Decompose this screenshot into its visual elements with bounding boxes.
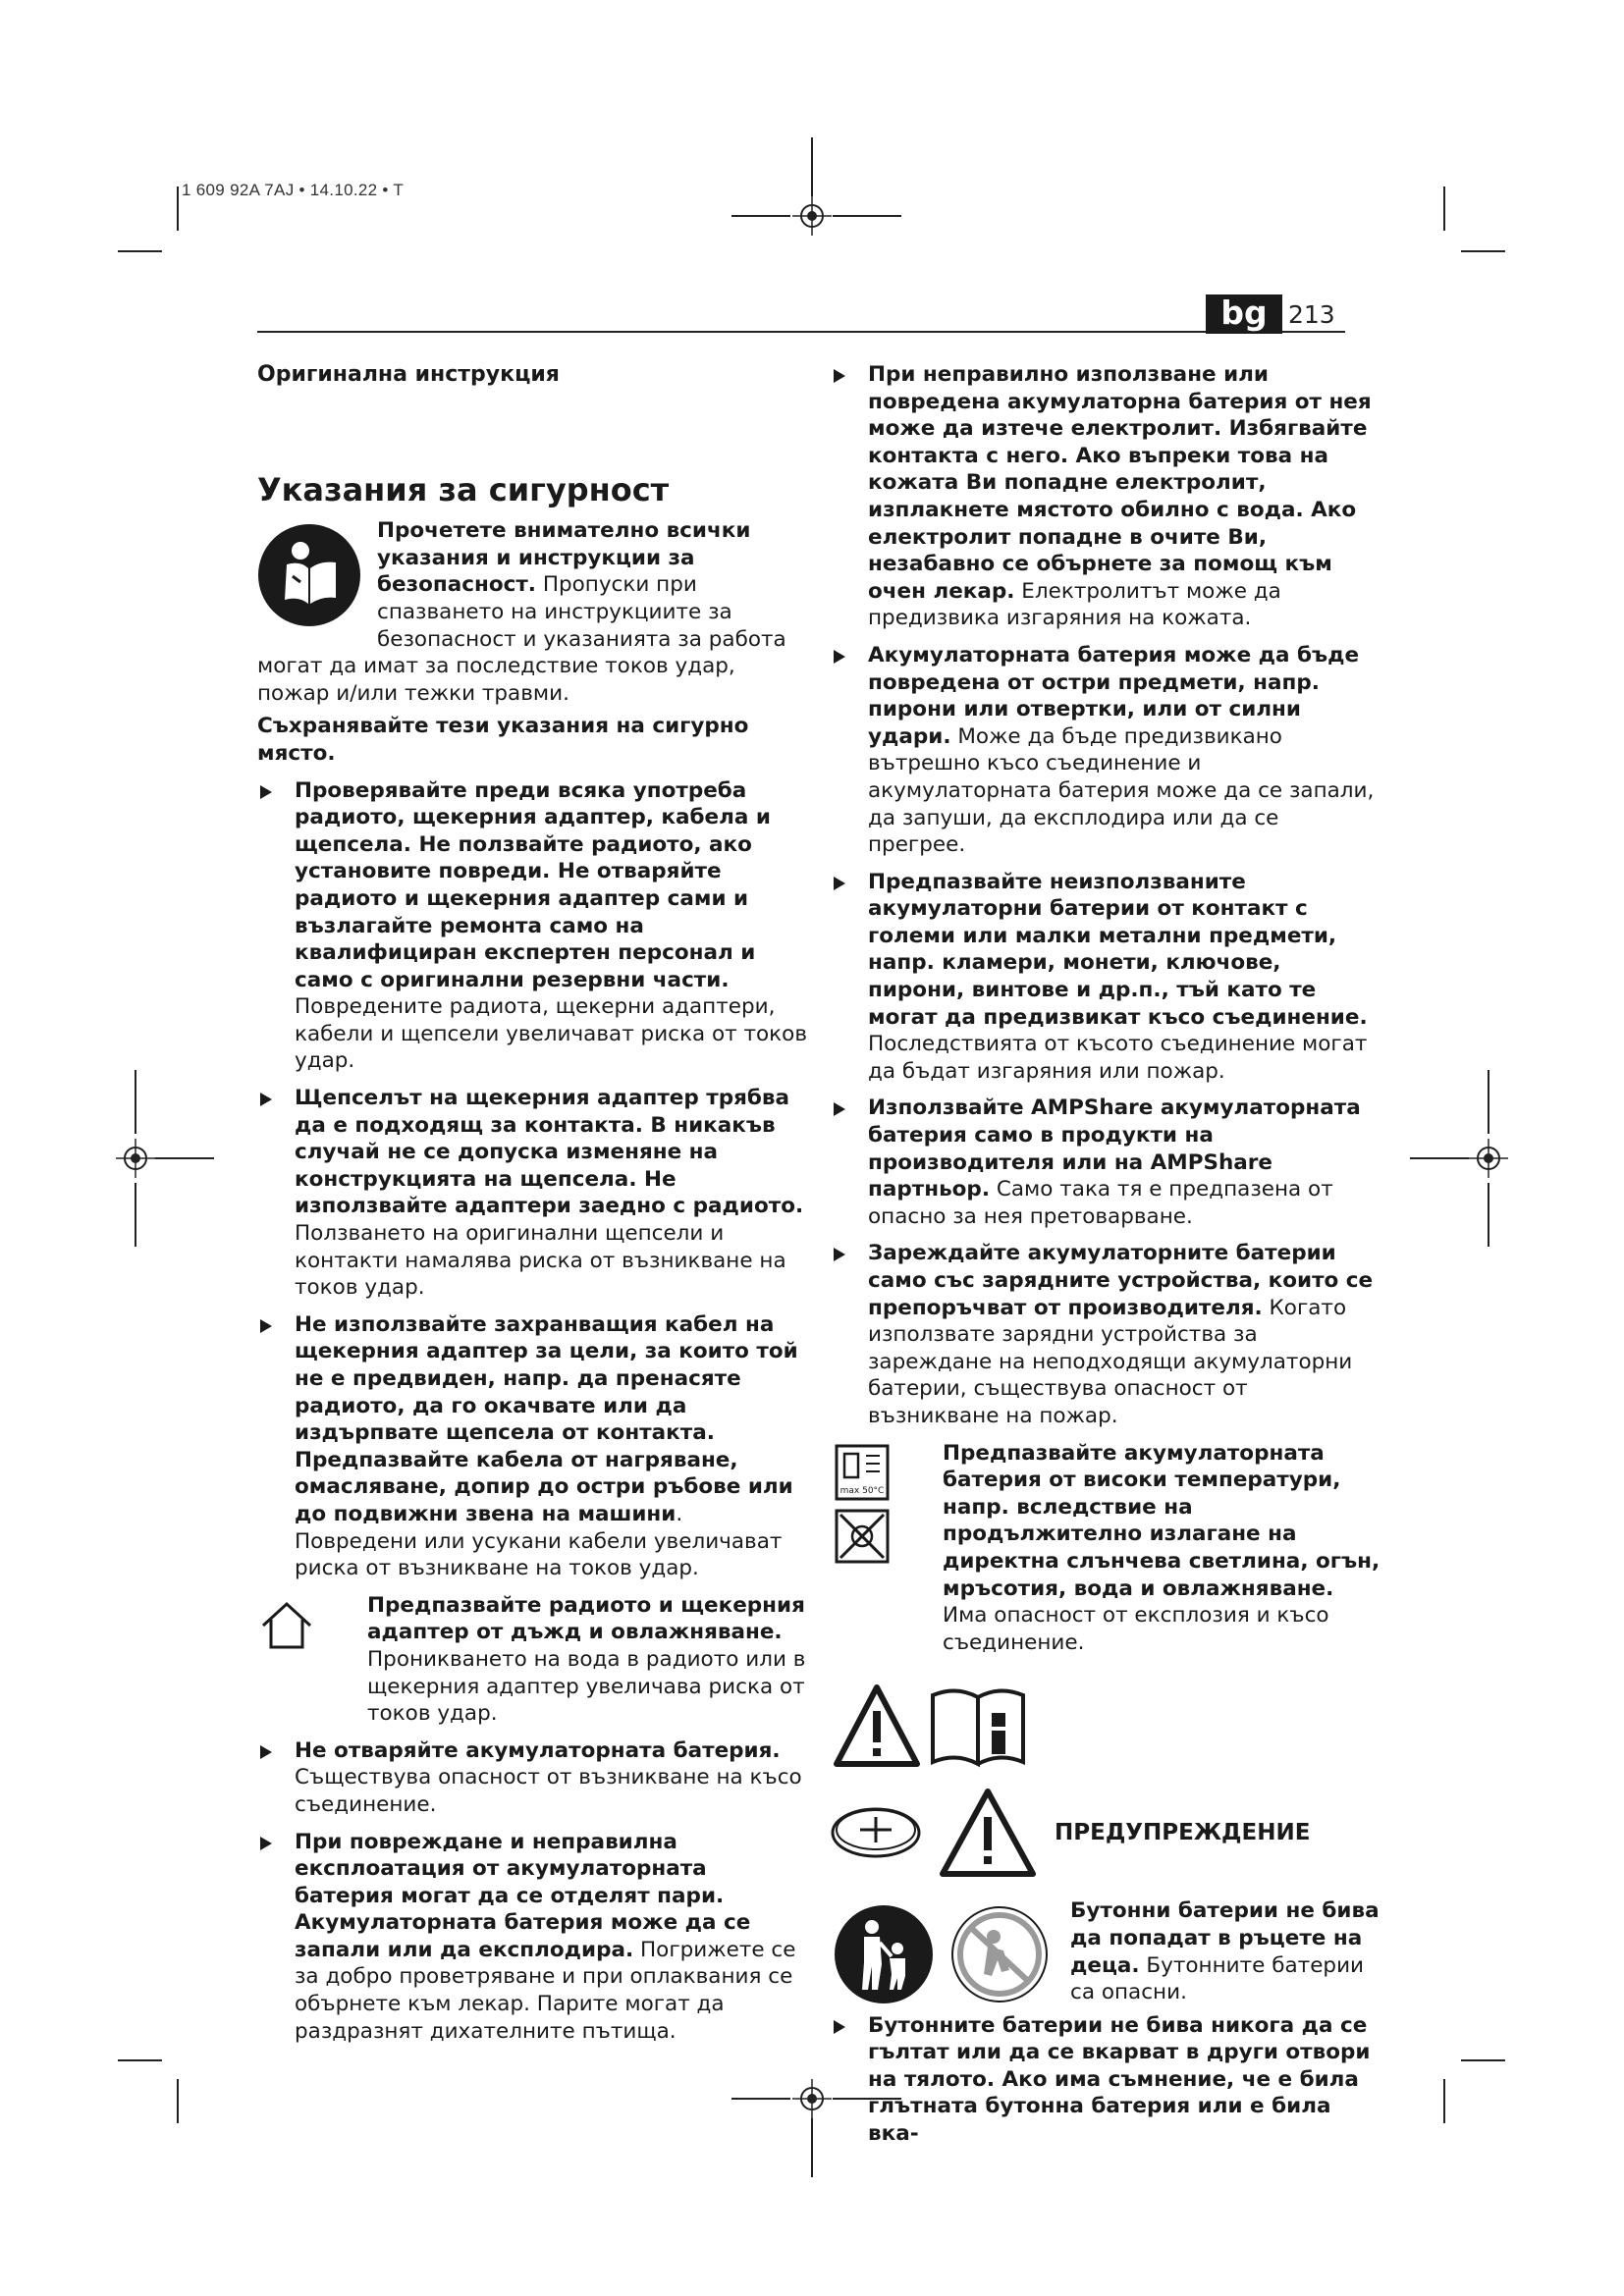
heat-text: Има опасност от експлозия и късо съединение. <box>943 1603 1329 1655</box>
keep-away-from-children-icon <box>833 1903 935 2005</box>
warning-row <box>831 1788 1380 1878</box>
list-item <box>831 1095 1380 1230</box>
bullet-arrow-icon <box>834 1102 845 1116</box>
bullet-arrow-icon <box>260 785 272 799</box>
item-text: Съществува опасност от възникване на късо съединение. <box>295 1765 802 1817</box>
page-number: 213 <box>1288 300 1335 329</box>
list-item <box>831 1240 1380 1429</box>
button-cell-battery-icon <box>831 1805 921 1860</box>
rain-paragraph <box>367 1592 807 1728</box>
manual-info-icon <box>929 1683 1027 1768</box>
crop-mark <box>1443 187 1445 231</box>
crop-mark <box>1410 1157 1469 1159</box>
button-cell-bold: Бутонни батерии не бива да попадат в ръцете на деца. <box>1070 1898 1380 1978</box>
crop-mark <box>1488 1070 1489 1134</box>
bullet-arrow-icon <box>834 877 845 890</box>
button-cell-text: Бутонните батерии са опасни. <box>1070 1952 1365 2005</box>
bullet-arrow-icon <box>260 1093 272 1106</box>
indoor-use-house-icon <box>259 1598 314 1653</box>
crop-mark <box>177 187 179 231</box>
header-rule <box>257 331 1345 333</box>
list-item <box>257 1829 807 2046</box>
registration-mark <box>1469 1139 1508 1178</box>
max-temperature-icon <box>835 1444 890 1501</box>
item-text: . Повредени или усукани кабели увеличават риска от възникване на токов удар. <box>295 1501 783 1581</box>
item-text: Може да бъде предизвикано вътрешно късо съединение и акумулаторната батерия може да се запали, да запуши, да експлодира или да се прегрее. <box>868 723 1375 858</box>
rain-bold: Предпазвайте радиото и щекерния адаптер от дъжд и овлажняване. <box>367 1592 805 1645</box>
item-bold: Зареждайте акумулаторните батерии само със зарядните устройства, които се препоръчват от производителя. <box>868 1241 1374 1320</box>
bullet-arrow-icon <box>834 2020 845 2034</box>
list-item <box>831 642 1380 859</box>
crop-mark <box>118 250 162 252</box>
heat-paragraph <box>943 1440 1380 1657</box>
document-code: 1 609 92A 7AJ • 14.10.22 • T <box>182 181 405 199</box>
list-item <box>257 1737 807 1819</box>
bullet-arrow-icon <box>834 369 845 383</box>
crop-mark <box>833 215 901 217</box>
registration-mark <box>792 196 832 236</box>
intro-block <box>257 517 807 707</box>
warning-triangle-icon <box>833 1683 921 1768</box>
right-column <box>831 361 1380 2158</box>
item-bold: Не използвайте захранващия кабел на щекерния адаптер за цели, за които той не е предвиден, напр. да пренасяте радиото, да го окачвате или да издърпвате щепсела от контакта. Предпазвайте кабела от нагряване, омасляване, допир до остри ръбове или до подвижни звена на машини <box>295 1311 798 1526</box>
item-text: Ползването на оригинални щепсели и контакти намалява риска от възникване на токов удар. <box>295 1221 786 1301</box>
crop-mark <box>1461 250 1505 252</box>
heat-icons <box>835 1444 893 1564</box>
list-item <box>257 1311 807 1582</box>
keep-note: Съхранявайте тези указания на сигурно място. <box>257 714 749 766</box>
rain-block <box>257 1592 807 1728</box>
no-swallowing-icon <box>948 1903 1051 2005</box>
item-bold: Щепселът на щекерния адаптер трябва да е подходящ за контакта. В никакъв случай не се допуска изменяне на конструкцията на щепсела. Не използвайте адаптери заедно с радиото. <box>295 1086 804 1219</box>
crop-mark <box>811 2118 813 2177</box>
registration-mark <box>116 1139 155 1178</box>
read-manual-icon <box>257 523 361 627</box>
crop-mark <box>1443 2079 1445 2123</box>
list-item <box>257 777 807 1076</box>
crop-mark <box>177 2079 179 2123</box>
bullet-arrow-icon <box>260 1319 272 1333</box>
crop-mark <box>118 2059 162 2061</box>
item-text: Последствията от късото съединение могат да бъдат изгаряния или пожар. <box>868 1032 1368 1084</box>
crop-mark <box>731 2098 790 2100</box>
crop-mark <box>731 215 790 217</box>
item-text: Когато използвате зарядни устройства за зареждане на неподходящи акумулаторни батерии, съществува опасност от възникване на пожар. <box>868 1295 1353 1428</box>
warning-label: ПРЕДУПРЕЖДЕНИЕ <box>1055 1819 1311 1845</box>
item-bold: Не отваряйте акумулаторната батерия. <box>295 1737 781 1763</box>
list-item <box>831 2012 1380 2148</box>
page-title: Указания за сигурност <box>257 470 670 508</box>
button-cell-paragraph <box>1070 1897 1380 2005</box>
bullet-arrow-icon <box>260 1745 272 1759</box>
item-bold: При повреждане и неправилна експлоатация от акумулаторната батерия могат да се отделят пари. Акумулаторната батерия може да се запали или да експлодира. <box>295 1829 751 1962</box>
crop-mark <box>135 1183 136 1247</box>
registration-mark <box>792 2079 832 2118</box>
heat-bold: Предпазвайте акумулаторната батерия от високи температури, напр. вследствие на продължително излагане на директна слънчева светлина, огън, мръсотия, вода и овлажняване. <box>943 1440 1380 1601</box>
intro-text: Пропуски при спазването на инструкциите за безопасност и указанията за работа могат да имат за последствие токов удар, пожар и/или тежки травми. <box>257 572 786 706</box>
bullet-arrow-icon <box>834 650 845 664</box>
no-sun-heat-icon <box>835 1509 890 1564</box>
item-bold: Акумулаторната батерия може да бъде повредена от остри предмети, напр. пирони или отвертки, или от силни удари. <box>868 642 1360 749</box>
warning-triangle-icon <box>939 1788 1037 1878</box>
item-bold: Предпазвайте неизползваните акумулаторни батерии от контакт с големи или малки метални предмети, напр. кламери, монети, ключове, пирони, винтове и др.п., тъй като те могат да предизвикат късо съединение. <box>868 869 1368 1030</box>
item-bold: Проверявайте преди всяка употреба радиото, щекерния адаптер, кабела и щепсела. Не ползвайте радиото, ако установите повреди. Не отваряйте радиото и щекерния адаптер сами и възлагайте ремонта само на квалифициран експертен персонал и само с оригинални резервни части. <box>295 777 771 992</box>
item-bold: При неправилно използване или повредена акумулаторна батерия от нея може да изтече електролит. Избягвайте контакта с него. Ако въпреки това на кожата Ви попадне електролит, изплакнете мястото обилно с вода. Ако електролит попадне в очите Ви, незабавно се обърнете за помощ към очен лекар. <box>868 362 1372 604</box>
left-column <box>257 361 807 2055</box>
language-badge: bg <box>1206 294 1282 334</box>
button-cell-block <box>831 1897 1380 2005</box>
list-item <box>257 1085 807 1302</box>
item-text: Електролитът може да предизвика изгаряния на кожата. <box>868 578 1281 631</box>
item-bold: Бутонните батерии не бива никога да се гълтат или да се вкарват в други отвори на тялото. Ако има съмнение, че е била глътната бутонна батерия или е била вка- <box>868 2012 1371 2147</box>
crop-mark <box>1488 1183 1489 1247</box>
crop-mark <box>811 137 813 196</box>
list-item <box>831 869 1380 1086</box>
heat-block <box>831 1440 1380 1657</box>
item-text: Погрижете се за добро проветряване и при оплаквания се обърнете към лекар. Парите могат да раздразнят дихателните пътища. <box>295 1937 796 2044</box>
bullet-arrow-icon <box>260 1837 272 1850</box>
item-text: Само така тя е предпазена от опасно за нея претоварване. <box>868 1177 1333 1229</box>
item-text: Повредените радиота, щекерни адаптери, кабели и щепсели увеличават риска от токов удар. <box>295 994 807 1074</box>
crop-mark <box>155 1157 214 1159</box>
intro-bold: Прочетете внимателно всички указания и инструкции за безопасност. <box>377 518 751 598</box>
max-temp-label: max 50°C <box>839 1485 885 1496</box>
rain-text: Проникването на вода в радиото или в щекерния адаптер увеличава риска от токов удар. <box>367 1646 806 1727</box>
item-bold: Използвайте AMPShare акумулаторната батерия само в продукти на производителя или на AMPShare партньор. <box>868 1095 1361 1202</box>
warning-icons-row-1 <box>833 1683 1380 1768</box>
list-item <box>831 361 1380 632</box>
crop-mark <box>1461 2059 1505 2061</box>
subtitle: Оригинална инструкция <box>257 362 560 387</box>
crop-mark <box>135 1070 136 1134</box>
bullet-arrow-icon <box>834 1248 845 1261</box>
